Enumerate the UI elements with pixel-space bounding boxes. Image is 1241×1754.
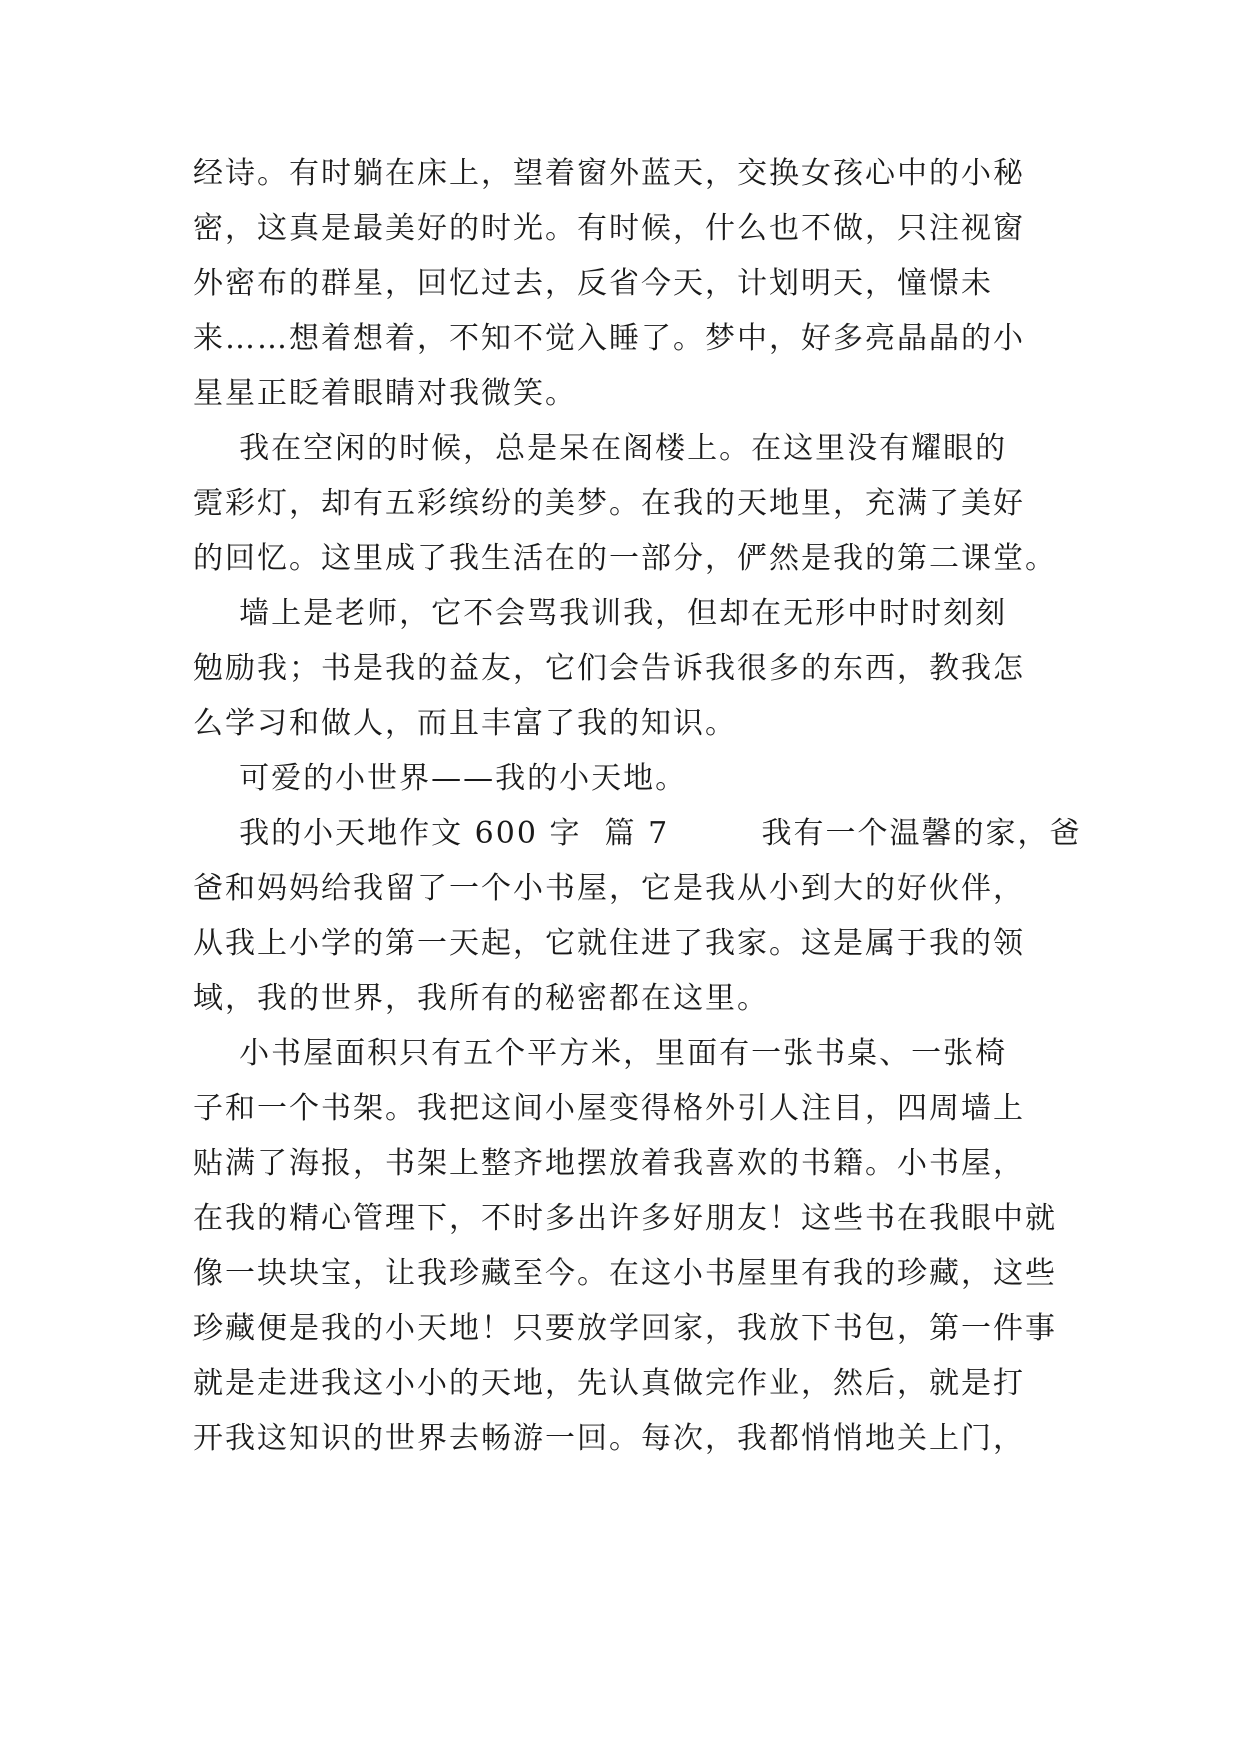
text-line: 经诗。有时躺在床上，望着窗外蓝天，交换女孩心中的小秘 [193,156,1025,191]
text-line: 可爱的小世界——我的小天地。 [193,761,688,796]
text-line: 我在空闲的时候，总是呆在阁楼上。在这里没有耀眼的 [193,431,1008,466]
text-line: 霓彩灯，却有五彩缤纷的美梦。在我的天地里，充满了美好 [193,486,1025,521]
text-line: 星星正眨着眼睛对我微笑。 [193,376,577,411]
text-line: 从我上小学的第一天起，它就住进了我家。这是属于我的领 [193,926,1025,961]
section-heading-line: 我的小天地作文 600 字 篇 7 我有一个温馨的家，爸 [193,816,1082,851]
text-line: 珍藏便是我的小天地！只要放学回家，我放下书包，第一件事 [193,1311,1057,1346]
text-line: 勉励我；书是我的益友，它们会告诉我很多的东西，教我怎 [193,651,1025,686]
text-line: 就是走进我这小小的天地，先认真做完作业，然后，就是打 [193,1366,1025,1401]
text-line: 外密布的群星，回忆过去，反省今天，计划明天，憧憬未 [193,266,993,301]
text-line: 在我的精心管理下，不时多出许多好朋友！这些书在我眼中就 [193,1201,1057,1236]
text-line: 的回忆。这里成了我生活在的一部分，俨然是我的第二课堂。 [193,541,1057,576]
text-line: 么学习和做人，而且丰富了我的知识。 [193,706,737,741]
text-line: 爸和妈妈给我留了一个小书屋，它是我从小到大的好伙伴， [193,871,1025,906]
body-text [193,146,1082,1466]
text-line: 密，这真是最美好的时光。有时候，什么也不做，只注视窗 [193,211,1025,246]
text-line: 子和一个书架。我把这间小屋变得格外引人注目，四周墙上 [193,1091,1025,1126]
text-line: 开我这知识的世界去畅游一回。每次，我都悄悄地关上门， [193,1421,1025,1456]
text-line: 小书屋面积只有五个平方米，里面有一张书桌、一张椅 [193,1036,1008,1071]
text-line: 像一块块宝，让我珍藏至今。在这小书屋里有我的珍藏，这些 [193,1256,1057,1291]
text-line: 域，我的世界，我所有的秘密都在这里。 [193,981,769,1016]
text-line: 墙上是老师，它不会骂我训我，但却在无形中时时刻刻 [193,596,1008,631]
text-line: 贴满了海报，书架上整齐地摆放着我喜欢的书籍。小书屋， [193,1146,1025,1181]
text-line: 来……想着想着，不知不觉入睡了。梦中，好多亮晶晶的小 [193,321,1025,356]
